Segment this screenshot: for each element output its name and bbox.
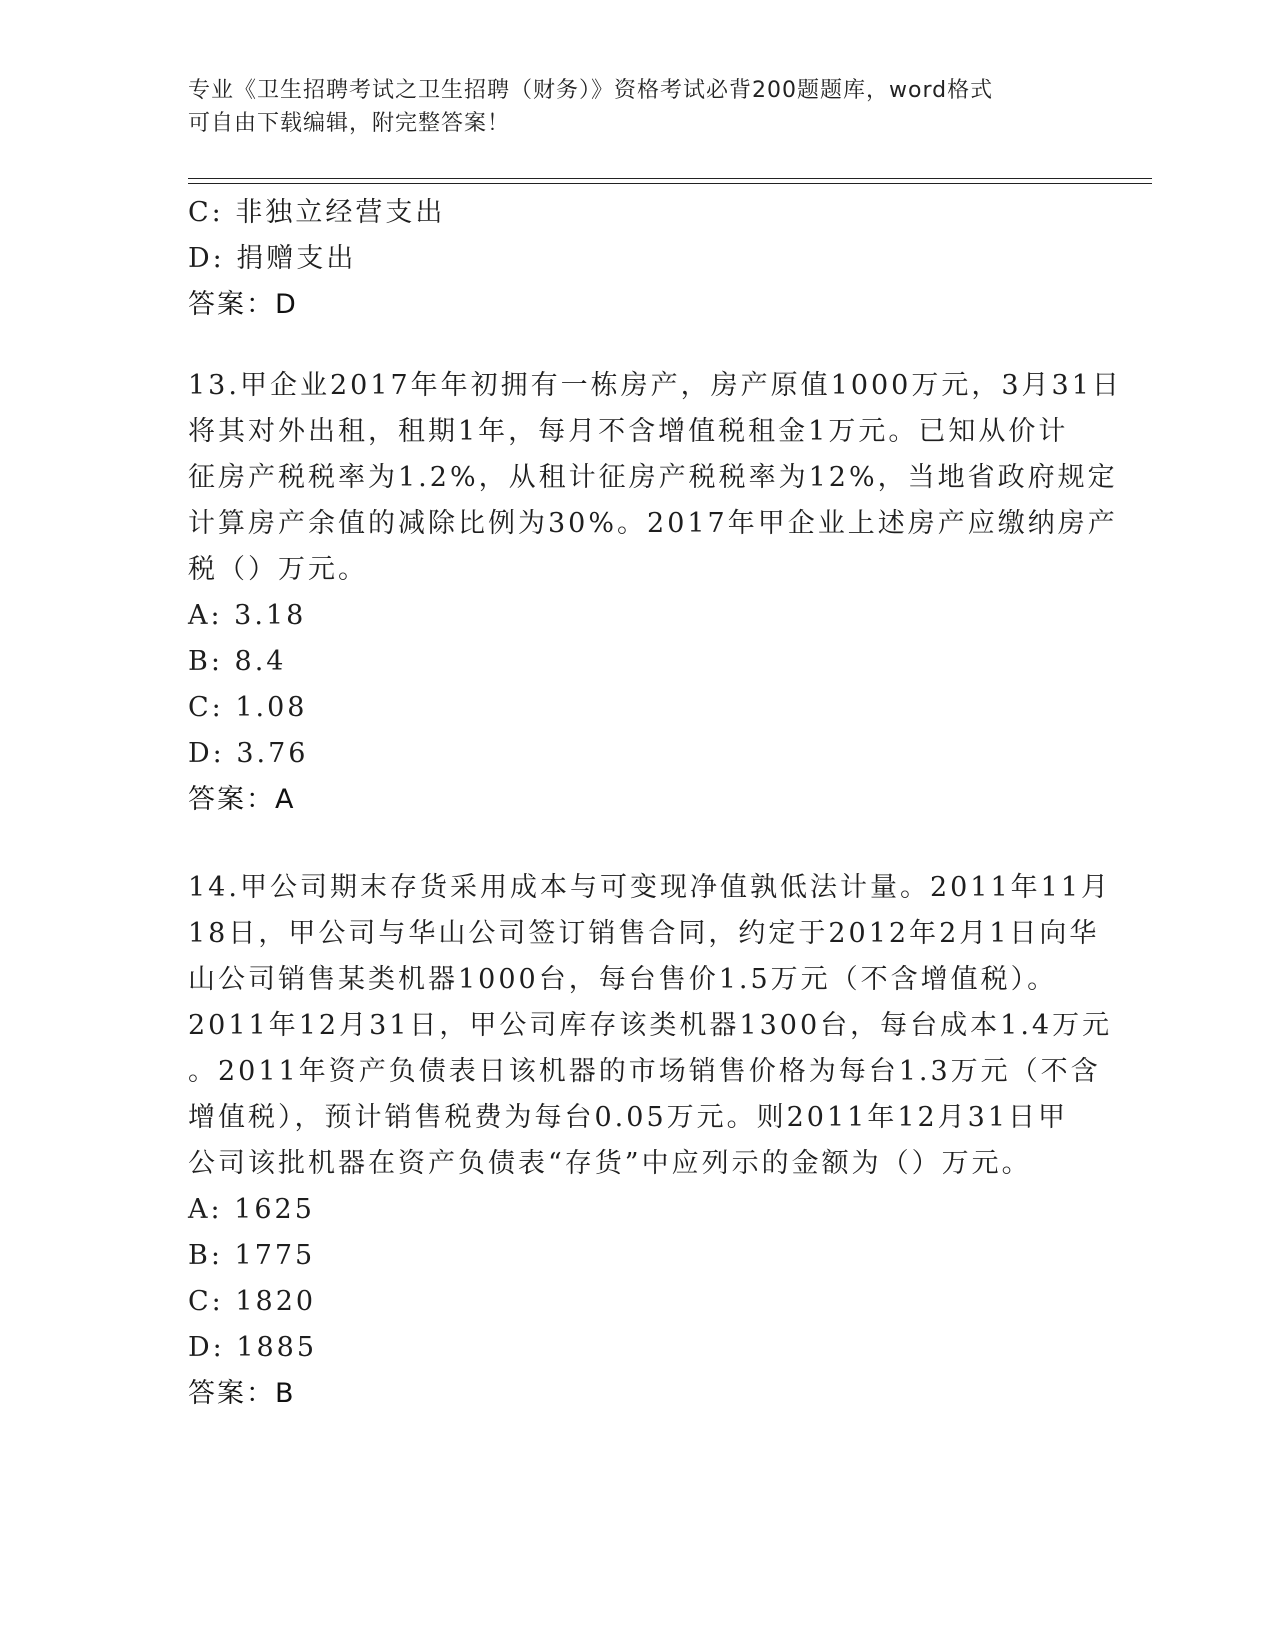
question-14-stem-line: 18日，甲公司与华山公司签订销售合同，约定于2012年2月1日向华 bbox=[188, 918, 1100, 949]
question-14-option-a: A: 1625 bbox=[188, 1194, 315, 1225]
question-13-stem-line: 征房产税税率为1.2%，从租计征房产税税率为12%，当地省政府规定 bbox=[188, 462, 1118, 493]
question-14-stem-line: 。2011年资产负债表日该机器的市场销售价格为每台1.3万元（不含 bbox=[188, 1056, 1101, 1087]
question-14-stem-line: 增值税），预计销售税费为每台0.05万元。则2011年12月31日甲 bbox=[188, 1102, 1069, 1133]
header-divider-bottom bbox=[188, 183, 1152, 184]
question-14-option-d: D: 1885 bbox=[188, 1332, 318, 1363]
question-14-stem-line: 2011年12月31日，甲公司库存该类机器1300台，每台成本1.4万元 bbox=[188, 1010, 1113, 1041]
question-13-stem-line: 计算房产余值的减除比例为30%。2017年甲企业上述房产应缴纳房产 bbox=[188, 508, 1118, 539]
question-13-option-c: C: 1.08 bbox=[188, 692, 308, 723]
question-13-block bbox=[188, 363, 1122, 823]
question-13-stem bbox=[188, 363, 1122, 593]
question-14-option-b: B: 1775 bbox=[188, 1240, 316, 1271]
question-14-stem bbox=[188, 865, 1113, 1187]
question-13-answer: 答案：A bbox=[188, 784, 296, 815]
question-13-stem-line: 将其对外出租，租期1年，每月不含增值税租金1万元。已知从价计 bbox=[188, 416, 1069, 447]
question-14-answer: 答案：B bbox=[188, 1378, 296, 1409]
question-14-option-c: C: 1820 bbox=[188, 1286, 317, 1317]
question-13-stem-line: 税（）万元。 bbox=[188, 554, 368, 585]
question-12-option-d: D: 捐赠支出 bbox=[188, 243, 357, 274]
header-line-2: 可自由下载编辑，附完整答案！ bbox=[188, 111, 511, 136]
document-header bbox=[188, 74, 1068, 140]
header-line-1: 专业《卫生招聘考试之卫生招聘（财务）》资格考试必背200题题库，word格式 bbox=[188, 78, 994, 103]
question-12-block bbox=[188, 190, 1088, 328]
question-13-option-a: A: 3.18 bbox=[188, 600, 307, 631]
question-14-stem-line: 14.甲公司期末存货采用成本与可变现净值孰低法计量。2011年11月 bbox=[188, 872, 1112, 903]
question-14-stem-line: 公司该批机器在资产负债表“存货”中应列示的金额为（）万元。 bbox=[188, 1148, 1032, 1179]
question-13-stem-line: 13.甲企业2017年年初拥有一栋房产，房产原值1000万元，3月31日 bbox=[188, 370, 1122, 401]
header-divider-top bbox=[188, 178, 1152, 179]
question-12-answer: 答案：D bbox=[188, 289, 298, 320]
question-13-option-b: B: 8.4 bbox=[188, 646, 287, 677]
question-14-stem-line: 山公司销售某类机器1000台，每台售价1.5万元（不含增值税）。 bbox=[188, 964, 1058, 995]
question-12-option-c: C: 非独立经营支出 bbox=[188, 197, 446, 228]
question-14-block bbox=[188, 865, 1113, 1417]
question-13-option-d: D: 3.76 bbox=[188, 738, 309, 769]
